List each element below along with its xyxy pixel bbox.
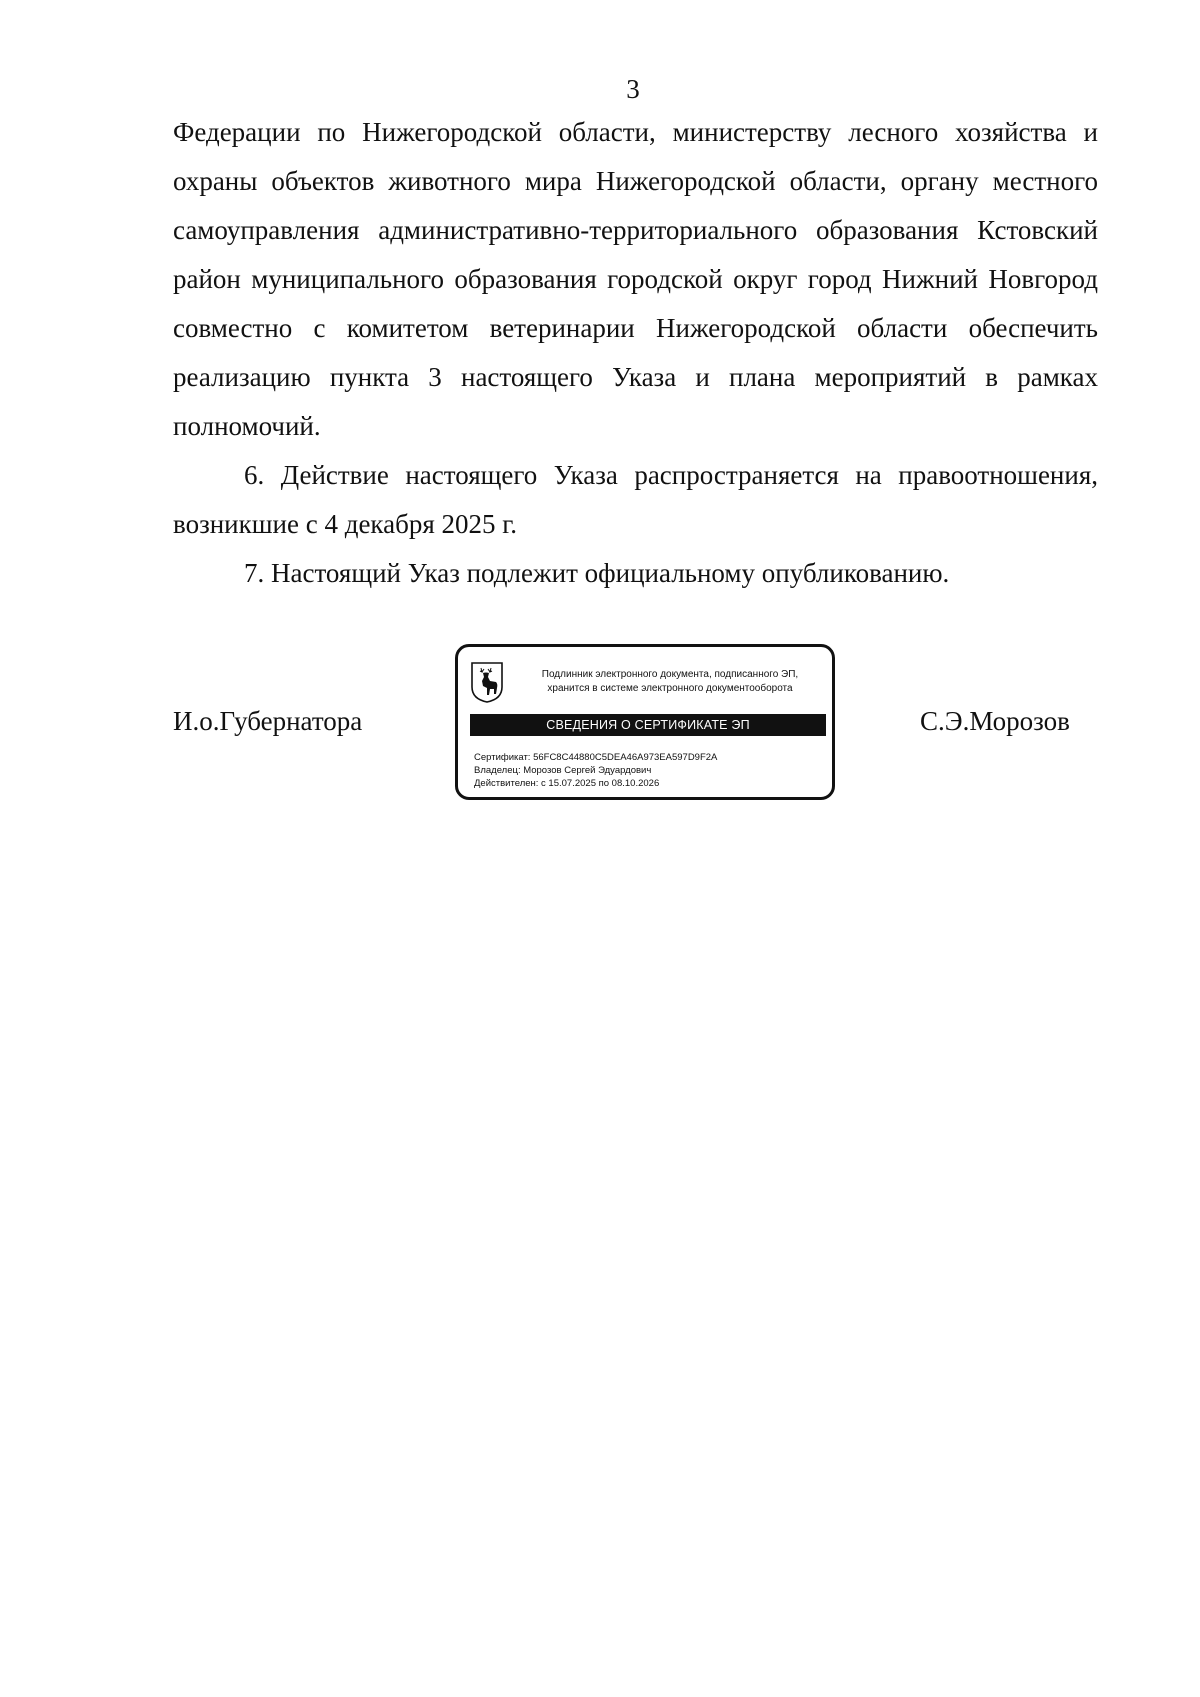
paragraph-continuation: Федерации по Нижегородской области, министерству лесного хозяйства и охраны объектов животного мира Нижегородской области, органу местного самоуправления административно-территориального образования Кстовский район муниципального образования городской округ город Нижний Новгород совместно с комитетом ветеринарии Нижегородской области обеспечить реализацию пункта 3 настоящего Указа и плана мероприятий в рамках полномочий. <box>173 117 1098 441</box>
deer-emblem-icon <box>470 661 504 703</box>
stamp-header-line-1: Подлинник электронного документа, подписанного ЭП, <box>541 669 799 680</box>
paragraph-item-6: 6. Действие настоящего Указа распространяется на правоотношения, возникшие с 4 декабря 2025 г. <box>173 460 1098 539</box>
stamp-banner: СВЕДЕНИЯ О СЕРТИФИКАТЕ ЭП <box>470 714 826 736</box>
stamp-certificate: Сертификат: 56FC8C44880C5DEA46A973EA597D9F2A <box>474 752 718 763</box>
signatory-position: И.о.Губернатора <box>173 706 363 736</box>
stamp-header-line-2: хранится в системе электронного документооборота <box>547 683 793 694</box>
stamp-header <box>510 668 830 696</box>
stamp-validity: Действителен: с 15.07.2025 по 08.10.2026 <box>474 778 660 789</box>
paragraph-item-7: 7. Настоящий Указ подлежит официальному опубликованию. <box>244 558 950 588</box>
document-body <box>173 108 1098 598</box>
signatory-name: С.Э.Морозов <box>920 706 1070 736</box>
page-number: 3 <box>626 74 640 104</box>
electronic-signature-stamp <box>455 644 835 800</box>
stamp-owner: Владелец: Морозов Сергей Эдуардович <box>474 765 652 776</box>
stamp-details <box>474 751 717 790</box>
